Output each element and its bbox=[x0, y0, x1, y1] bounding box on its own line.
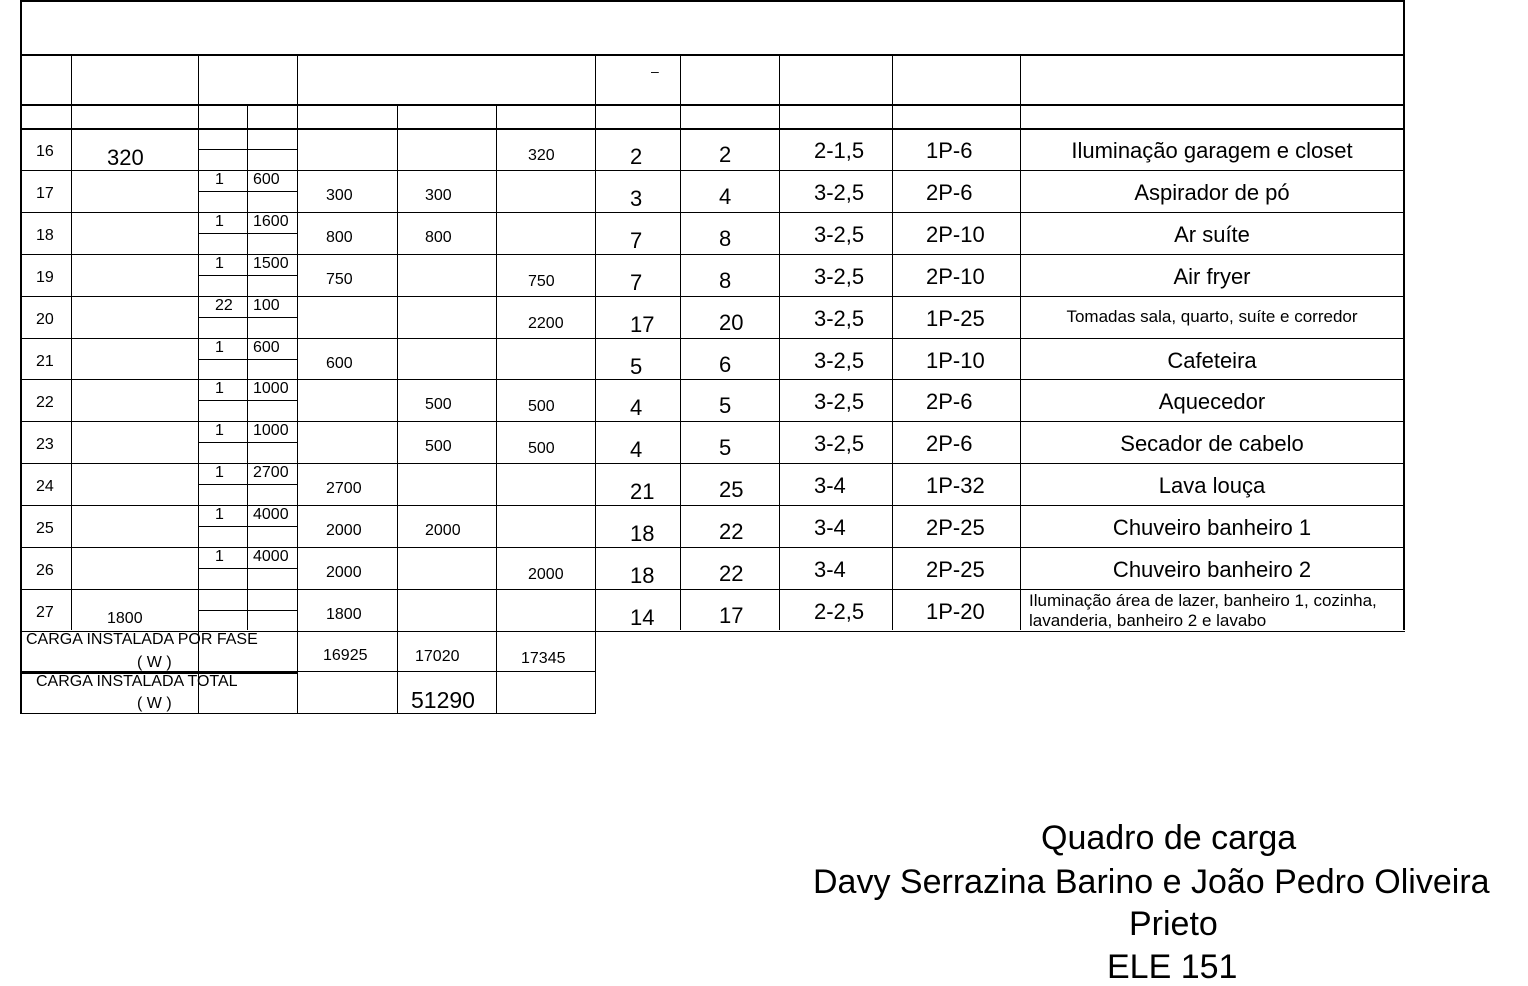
breaker-rating: 22 bbox=[719, 561, 744, 586]
circuit-number: 17 bbox=[36, 185, 54, 202]
cable-section: 3-2,5 bbox=[814, 264, 865, 289]
circuit-number: 18 bbox=[36, 227, 54, 244]
circuit-description-cont: lavanderia, banheiro 2 e lavabo bbox=[1029, 611, 1267, 630]
row-subdivider bbox=[198, 526, 298, 527]
grid-vline bbox=[247, 104, 248, 630]
circuit-number: 26 bbox=[36, 562, 54, 579]
phase-a-load: 600 bbox=[326, 355, 353, 372]
circuit-description: Air fryer bbox=[1173, 264, 1251, 289]
breaker-rating: 2 bbox=[719, 142, 732, 167]
design-current: 5 bbox=[630, 354, 643, 379]
breaker-type: 2P-10 bbox=[926, 264, 985, 289]
grid-vline bbox=[198, 54, 199, 714]
phase-a-total: 16925 bbox=[323, 647, 368, 664]
row-subdivider bbox=[198, 359, 298, 360]
caption-authors: Davy Serrazina Barino e João Pedro Oliveira bbox=[813, 863, 1490, 901]
phase-c-load: 320 bbox=[528, 147, 555, 164]
row-subdivider bbox=[198, 149, 298, 150]
row-divider bbox=[20, 170, 1405, 171]
row-subdivider bbox=[198, 191, 298, 192]
row-divider bbox=[20, 212, 1405, 213]
phase-c-load: 750 bbox=[528, 273, 555, 290]
outlet-quantity: 22 bbox=[215, 297, 233, 314]
circuit-description: Ar suíte bbox=[1174, 222, 1250, 247]
phase-b-total: 17020 bbox=[415, 648, 460, 665]
row-subdivider bbox=[198, 610, 298, 611]
phase-c-load: 500 bbox=[528, 398, 555, 415]
outlet-quantity: 1 bbox=[215, 171, 224, 188]
totals-bottom bbox=[20, 713, 596, 714]
grid-vline bbox=[297, 54, 298, 714]
row-divider bbox=[20, 379, 1405, 380]
phase-a-load: 1800 bbox=[326, 606, 362, 623]
breaker-type: 2P-25 bbox=[926, 515, 985, 540]
cable-section: 2-2,5 bbox=[814, 599, 865, 624]
breaker-type: 2P-25 bbox=[926, 557, 985, 582]
phase-a-load: 300 bbox=[326, 187, 353, 204]
circuit-number: 23 bbox=[36, 436, 54, 453]
circuit-number: 27 bbox=[36, 604, 54, 621]
breaker-rating: 17 bbox=[719, 603, 744, 628]
circuit-number: 21 bbox=[36, 353, 54, 370]
caption-title: Quadro de carga bbox=[1041, 819, 1297, 857]
header-dash: – bbox=[651, 63, 659, 79]
grid-vline bbox=[1020, 54, 1021, 630]
row-divider bbox=[20, 589, 1405, 590]
row-subdivider bbox=[198, 442, 298, 443]
row-subdivider bbox=[198, 233, 298, 234]
circuit-description: Chuveiro banheiro 1 bbox=[1112, 515, 1312, 540]
outlet-power: 4000 bbox=[253, 548, 289, 565]
circuit-description: Lava louça bbox=[1158, 473, 1266, 498]
row-subdivider bbox=[198, 484, 298, 485]
phase-a-load: 2000 bbox=[326, 564, 362, 581]
design-current: 18 bbox=[630, 563, 655, 588]
breaker-rating: 4 bbox=[719, 184, 732, 209]
phase-a-load: 2000 bbox=[326, 522, 362, 539]
phase-b-load: 2000 bbox=[425, 522, 461, 539]
circuit-description: Secador de cabelo bbox=[1120, 431, 1304, 456]
phase-a-load: 750 bbox=[326, 271, 353, 288]
phase-b-load: 500 bbox=[425, 396, 452, 413]
cable-section: 2-1,5 bbox=[814, 138, 865, 163]
grid-vline bbox=[595, 54, 596, 714]
breaker-type: 1P-10 bbox=[926, 348, 985, 373]
breaker-rating: 6 bbox=[719, 352, 732, 377]
cable-section: 3-2,5 bbox=[814, 306, 865, 331]
total-load-unit: ( W ) bbox=[137, 695, 172, 712]
outlet-quantity: 1 bbox=[215, 548, 224, 565]
phase-b-load: 800 bbox=[425, 229, 452, 246]
phase-a-load: 800 bbox=[326, 229, 353, 246]
cable-section: 3-2,5 bbox=[814, 389, 865, 414]
circuit-number: 24 bbox=[36, 478, 54, 495]
row-subdivider bbox=[198, 317, 298, 318]
row-divider bbox=[20, 338, 1405, 339]
cable-section: 3-4 bbox=[814, 515, 846, 540]
row-divider bbox=[20, 463, 1405, 464]
totals-divider bbox=[297, 671, 596, 672]
row-divider bbox=[20, 547, 1405, 548]
row-divider bbox=[20, 128, 1405, 129]
design-current: 7 bbox=[630, 228, 643, 253]
outlet-power: 2700 bbox=[253, 464, 289, 481]
breaker-type: 2P-10 bbox=[926, 222, 985, 247]
design-current: 4 bbox=[630, 395, 643, 420]
cable-section: 3-2,5 bbox=[814, 180, 865, 205]
circuit-description: Aquecedor bbox=[1158, 389, 1266, 414]
caption-course: ELE 151 bbox=[1107, 948, 1238, 986]
row-subdivider bbox=[198, 568, 298, 569]
phase-b-load: 500 bbox=[425, 438, 452, 455]
breaker-rating: 25 bbox=[719, 477, 744, 502]
caption-authors-cont: Prieto bbox=[1129, 905, 1218, 943]
breaker-rating: 20 bbox=[719, 310, 744, 335]
row-divider bbox=[20, 505, 1405, 506]
circuit-number: 19 bbox=[36, 269, 54, 286]
cable-section: 3-2,5 bbox=[814, 431, 865, 456]
outlet-power: 1500 bbox=[253, 255, 289, 272]
outlet-power: 1000 bbox=[253, 380, 289, 397]
phase-c-total: 17345 bbox=[521, 650, 566, 667]
breaker-type: 1P-20 bbox=[926, 599, 985, 624]
cable-section: 3-2,5 bbox=[814, 222, 865, 247]
design-current: 18 bbox=[630, 521, 655, 546]
grid-vline bbox=[496, 104, 497, 714]
phase-b-load: 300 bbox=[425, 187, 452, 204]
phase-c-load: 2200 bbox=[528, 315, 564, 332]
design-current: 3 bbox=[630, 186, 643, 211]
header-divider bbox=[20, 104, 1405, 106]
outlet-power: 600 bbox=[253, 171, 280, 188]
outlet-quantity: 1 bbox=[215, 422, 224, 439]
breaker-rating: 5 bbox=[719, 393, 732, 418]
breaker-rating: 8 bbox=[719, 268, 732, 293]
lighting-load: 320 bbox=[107, 145, 144, 170]
grid-vline bbox=[892, 54, 893, 630]
circuit-number: 20 bbox=[36, 311, 54, 328]
breaker-rating: 5 bbox=[719, 435, 732, 460]
design-current: 14 bbox=[630, 605, 655, 630]
breaker-type: 2P-6 bbox=[926, 431, 973, 456]
phase-c-load: 2000 bbox=[528, 566, 564, 583]
outlet-quantity: 1 bbox=[215, 506, 224, 523]
outlet-quantity: 1 bbox=[215, 255, 224, 272]
outlet-power: 600 bbox=[253, 339, 280, 356]
header-divider bbox=[20, 54, 1405, 56]
grid-vline bbox=[779, 54, 780, 630]
outlet-quantity: 1 bbox=[215, 464, 224, 481]
outlet-power: 1600 bbox=[253, 213, 289, 230]
outlet-power: 4000 bbox=[253, 506, 289, 523]
circuit-description: Aspirador de pó bbox=[1134, 180, 1290, 205]
circuit-description: Iluminação garagem e closet bbox=[1071, 138, 1353, 163]
design-current: 2 bbox=[630, 144, 643, 169]
circuit-number: 16 bbox=[36, 143, 54, 160]
outlet-quantity: 1 bbox=[215, 339, 224, 356]
row-subdivider bbox=[198, 400, 298, 401]
outlet-quantity: 1 bbox=[215, 213, 224, 230]
circuit-description: Tomadas sala, quarto, suíte e corredor bbox=[1066, 307, 1358, 326]
lighting-load: 1800 bbox=[107, 610, 143, 627]
phase-load-label: CARGA INSTALADA POR FASE bbox=[26, 631, 258, 648]
design-current: 21 bbox=[630, 479, 655, 504]
circuit-description: Iluminação área de lazer, banheiro 1, cozinha, bbox=[1029, 591, 1377, 610]
breaker-type: 1P-32 bbox=[926, 473, 985, 498]
row-divider bbox=[20, 254, 1405, 255]
breaker-rating: 8 bbox=[719, 226, 732, 251]
cable-section: 3-2,5 bbox=[814, 348, 865, 373]
grid-vline bbox=[397, 104, 398, 714]
outlet-power: 100 bbox=[253, 297, 280, 314]
design-current: 4 bbox=[630, 437, 643, 462]
breaker-type: 2P-6 bbox=[926, 389, 973, 414]
circuit-description: Chuveiro banheiro 2 bbox=[1112, 557, 1312, 582]
breaker-type: 1P-25 bbox=[926, 306, 985, 331]
design-current: 7 bbox=[630, 270, 643, 295]
row-subdivider bbox=[198, 275, 298, 276]
outlet-power: 1000 bbox=[253, 422, 289, 439]
circuit-number: 25 bbox=[36, 520, 54, 537]
phase-a-load: 2700 bbox=[326, 480, 362, 497]
cable-section: 3-4 bbox=[814, 473, 846, 498]
grid-vline bbox=[680, 54, 681, 630]
breaker-type: 1P-6 bbox=[926, 138, 973, 163]
grid-vline bbox=[71, 54, 72, 630]
total-load-value: 51290 bbox=[411, 687, 475, 713]
total-load-label: CARGA INSTALADA TOTAL bbox=[36, 673, 238, 690]
outlet-quantity: 1 bbox=[215, 380, 224, 397]
table-border-right bbox=[1403, 0, 1405, 630]
phase-load-unit: ( W ) bbox=[137, 654, 172, 671]
circuit-description: Cafeteira bbox=[1167, 348, 1257, 373]
circuit-number: 22 bbox=[36, 394, 54, 411]
breaker-type: 2P-6 bbox=[926, 180, 973, 205]
table-border-top bbox=[20, 0, 1405, 2]
table-border-left bbox=[20, 0, 22, 714]
design-current: 17 bbox=[630, 312, 655, 337]
row-divider bbox=[20, 421, 1405, 422]
phase-c-load: 500 bbox=[528, 440, 555, 457]
cable-section: 3-4 bbox=[814, 557, 846, 582]
breaker-rating: 22 bbox=[719, 519, 744, 544]
